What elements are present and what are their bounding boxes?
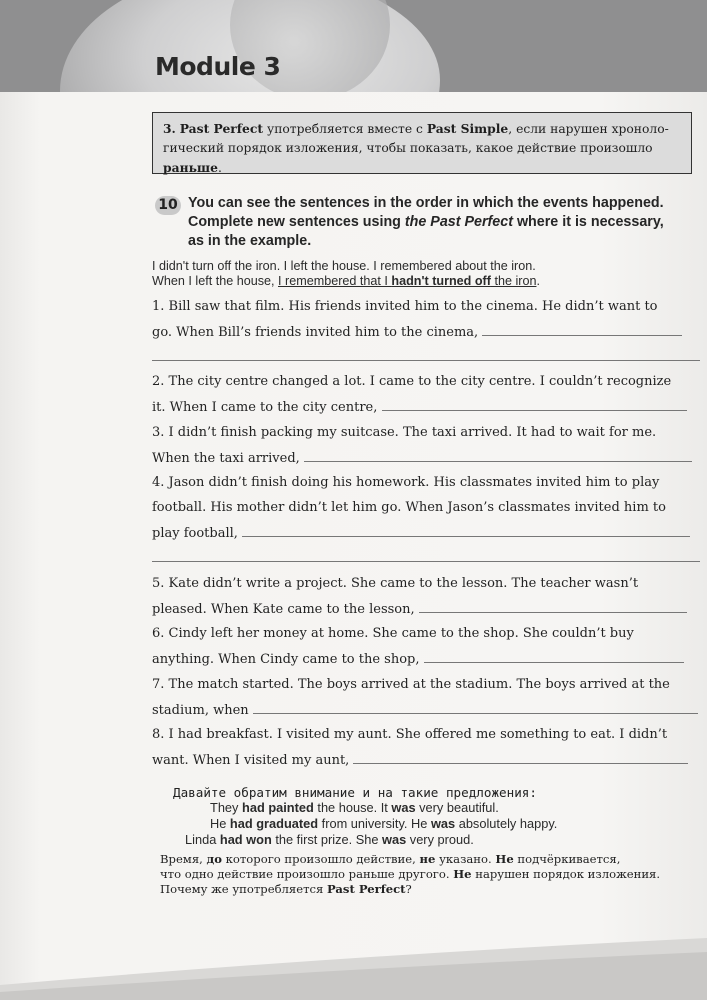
- task-number-badge: 10: [155, 196, 181, 215]
- note-text: нарушен порядок изложения.: [471, 867, 661, 881]
- answer-blank[interactable]: [242, 525, 690, 537]
- exercise-8-line-2: [152, 752, 700, 768]
- rule-term-past-perfect: Past Perfect: [179, 121, 264, 136]
- answer-blank[interactable]: [353, 752, 688, 764]
- note-text: He: [210, 816, 230, 831]
- rule-text: употребляется вместе с: [266, 122, 423, 136]
- note-emphasis: Не: [495, 852, 514, 866]
- exercise-2-line-2: [152, 399, 700, 415]
- example-line-2: [152, 274, 707, 288]
- note-sentence-1: [210, 800, 499, 815]
- note-text: very proud.: [406, 832, 474, 847]
- exercise-1-line-2: [152, 324, 700, 340]
- note-text: Время,: [160, 852, 207, 866]
- note-emphasis: Past Perfect: [327, 882, 406, 896]
- note-text: ?: [405, 882, 412, 896]
- exercise-6-line-1: 6. Cindy left her money at home. She came to the shop. She couldn’t buy: [152, 626, 634, 641]
- instruction-line: [188, 213, 703, 232]
- note-text: что одно действие произошло раньше другого.: [160, 867, 454, 881]
- answer-blank[interactable]: [482, 324, 682, 336]
- exercise-7-line-2: [152, 702, 700, 718]
- grammar-rule-box: [152, 112, 692, 174]
- exercise-7-line-1: 7. The match started. The boys arrived at the stadium. The boys arrived at the: [152, 677, 670, 692]
- note-text: подчёркивается,: [513, 852, 621, 866]
- answer-line[interactable]: [152, 561, 700, 562]
- module-title: Module 3: [155, 52, 281, 81]
- example-answer-text: the iron: [490, 274, 537, 288]
- note-text: absolutely happy.: [455, 816, 558, 831]
- note-text: from university. He: [318, 816, 431, 831]
- exercise-8-line-1: 8. I had breakfast. I visited my aunt. She offered me something to eat. I didn’t: [152, 727, 668, 742]
- note-paragraph-line: [160, 867, 700, 882]
- instruction-text: where it is necessary,: [512, 214, 664, 230]
- instruction-line: You can see the sentences in the order in which the events happened.: [188, 195, 664, 211]
- exercise-5-line-2: [152, 601, 700, 617]
- note-verb: had graduated: [229, 816, 319, 831]
- note-paragraph-line: [160, 852, 700, 867]
- task-instruction: [188, 194, 703, 251]
- note-verb: was: [430, 816, 456, 831]
- exercise-text: it. When I came to the city centre,: [152, 400, 378, 415]
- note-emphasis: не: [419, 852, 436, 866]
- exercise-4-line-1: 4. Jason didn’t finish doing his homework. His classmates invited him to play: [152, 475, 660, 490]
- answer-blank[interactable]: [304, 450, 692, 462]
- exercise-4-line-2: football. His mother didn’t let him go. When Jason’s classmates invited him to: [152, 500, 666, 515]
- exercise-text: stadium, when: [152, 703, 249, 718]
- example-line-1: I didn't turn off the iron. I left the house. I remembered about the iron.: [152, 259, 536, 273]
- note-sentence-3: [185, 832, 474, 847]
- exercise-text: anything. When Cindy came to the shop,: [152, 652, 420, 667]
- note-text: Linda: [185, 832, 220, 847]
- exercise-5-line-1: 5. Kate didn’t write a project. She came to the lesson. The teacher wasn’t: [152, 576, 639, 591]
- note-emphasis: до: [206, 852, 222, 866]
- example-answer-text: I remembered that I: [278, 274, 392, 288]
- answer-blank[interactable]: [253, 702, 698, 714]
- rule-line-2: гический порядок изложения, чтобы показать, какое действие произошло: [163, 141, 653, 155]
- rule-text: , если нарушен хроноло-: [508, 122, 669, 136]
- answer-blank[interactable]: [382, 399, 687, 411]
- exercise-text: want. When I visited my aunt,: [152, 753, 350, 768]
- exercise-4-line-3: [152, 525, 700, 541]
- exercise-3-line-1: 3. I didn’t finish packing my suitcase. The taxi arrived. It had to wait for me.: [152, 425, 657, 440]
- note-text: They: [210, 800, 243, 815]
- example-period: .: [536, 274, 540, 288]
- exercise-text: When the taxi arrived,: [152, 451, 300, 466]
- note-text: the first prize. She: [271, 832, 383, 847]
- note-sentence-2: [210, 816, 557, 831]
- note-text: the house. It: [313, 800, 392, 815]
- example-answer-verb: hadn't turned off: [391, 274, 491, 288]
- note-verb: was: [382, 832, 407, 847]
- example-answer: [278, 274, 536, 288]
- instruction-text: Complete new sentences using: [188, 214, 405, 230]
- exercise-6-line-2: [152, 651, 700, 667]
- rule-period: .: [217, 161, 222, 175]
- answer-blank[interactable]: [424, 651, 684, 663]
- note-text: Почему же употребляется: [160, 882, 328, 896]
- note-text: very beautiful.: [415, 800, 499, 815]
- rule-emphasis: раньше: [163, 160, 218, 175]
- answer-line[interactable]: [152, 360, 700, 361]
- exercise-text: pleased. When Kate came to the lesson,: [152, 602, 415, 617]
- instruction-line: as in the example.: [188, 233, 312, 249]
- rule-line-1: [163, 122, 669, 136]
- note-verb: had painted: [242, 800, 314, 815]
- exercise-text: go. When Bill’s friends invited him to the cinema,: [152, 325, 479, 340]
- note-text: которого произошло действие,: [221, 852, 420, 866]
- example-text: When I left the house,: [152, 274, 279, 288]
- exercise-text: play football,: [152, 526, 238, 541]
- rule-term-past-simple: Past Simple: [426, 121, 509, 136]
- rule-number: 3.: [163, 121, 176, 136]
- note-intro: Давайте обратим внимание и на такие предложения:: [173, 785, 537, 800]
- note-emphasis: Не: [453, 867, 472, 881]
- note-paragraph-line: [160, 882, 700, 897]
- note-text: указано.: [435, 852, 496, 866]
- exercise-1-line-1: 1. Bill saw that film. His friends invited him to the cinema. He didn’t want to: [152, 299, 658, 314]
- exercise-2-line-1: 2. The city centre changed a lot. I came to the city centre. I couldn’t recognize: [152, 374, 672, 389]
- note-verb: was: [391, 800, 416, 815]
- note-verb: had won: [219, 832, 272, 847]
- header-band: [0, 0, 707, 92]
- note-paragraph: [160, 852, 700, 897]
- instruction-emphasis: the Past Perfect: [404, 214, 513, 230]
- exercise-3-line-2: [152, 450, 700, 466]
- page-curl-shadow: [0, 930, 707, 1000]
- answer-blank[interactable]: [419, 601, 687, 613]
